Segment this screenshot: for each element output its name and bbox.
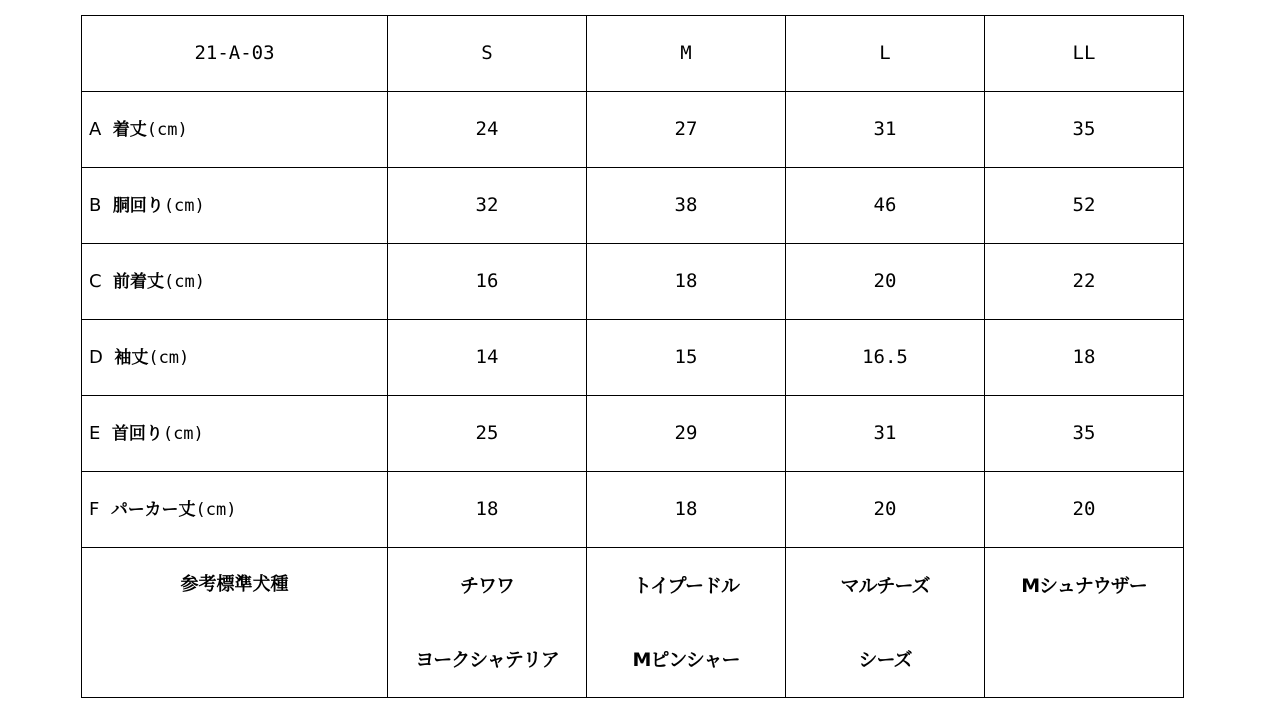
cell-value: 35 <box>985 396 1184 472</box>
size-header-m: M <box>587 16 786 92</box>
breed-cell-l <box>786 548 985 698</box>
cell-value: 38 <box>587 168 786 244</box>
breed-name: チワワ <box>459 574 514 597</box>
row-unit: (cm) <box>148 348 190 368</box>
product-code: 21-A-03 <box>82 16 388 92</box>
row-name: 首回り <box>111 424 163 444</box>
size-header-s: S <box>388 16 587 92</box>
cell-value: 22 <box>985 244 1184 320</box>
cell-value: 32 <box>388 168 587 244</box>
table-row <box>82 92 1184 168</box>
size-header-ll: LL <box>985 16 1184 92</box>
cell-value: 46 <box>786 168 985 244</box>
cell-value: 35 <box>985 92 1184 168</box>
cell-value: 18 <box>587 244 786 320</box>
cell-value: 15 <box>587 320 786 396</box>
breed-name: シーズ <box>858 648 912 671</box>
row-letter: A <box>89 119 102 140</box>
row-label <box>82 396 388 472</box>
row-label <box>82 472 388 548</box>
row-letter: C <box>89 271 102 292</box>
cell-value: 31 <box>786 92 985 168</box>
cell-value: 31 <box>786 396 985 472</box>
breed-cell-ll <box>985 548 1184 698</box>
cell-value: 52 <box>985 168 1184 244</box>
cell-value: 16.5 <box>786 320 985 396</box>
cell-value: 16 <box>388 244 587 320</box>
table-row <box>82 320 1184 396</box>
breed-name: Mシュナウザー <box>1021 574 1147 597</box>
row-letter: D <box>89 347 103 368</box>
cell-value: 14 <box>388 320 587 396</box>
row-unit: (cm) <box>195 500 237 520</box>
table-row <box>82 472 1184 548</box>
row-letter: F <box>89 499 100 520</box>
cell-value: 18 <box>587 472 786 548</box>
breed-cell-s <box>388 548 587 698</box>
table-row <box>82 244 1184 320</box>
row-letter: E <box>89 423 101 444</box>
cell-value: 29 <box>587 396 786 472</box>
row-unit: (cm) <box>164 272 205 292</box>
cell-value: 20 <box>786 244 985 320</box>
breed-name: マルチーズ <box>840 574 930 597</box>
size-chart-table <box>81 15 1184 698</box>
cell-value: 20 <box>786 472 985 548</box>
breed-name <box>985 624 1183 696</box>
size-header-l: L <box>786 16 985 92</box>
row-letter: B <box>89 195 102 216</box>
cell-value: 18 <box>985 320 1184 396</box>
row-unit: (cm) <box>162 424 204 444</box>
size-header-row <box>82 16 1184 92</box>
table-row <box>82 168 1184 244</box>
row-label <box>82 168 388 244</box>
breed-name: ヨークシャテリア <box>415 648 559 671</box>
breed-row <box>82 548 1184 698</box>
row-name: 前着丈 <box>113 272 165 292</box>
breed-name: トイプードル <box>633 574 739 597</box>
breed-header-cell <box>82 548 388 698</box>
row-label <box>82 92 388 168</box>
breed-cell-m <box>587 548 786 698</box>
cell-value: 20 <box>985 472 1184 548</box>
row-name: 胴回り <box>112 196 164 216</box>
breed-name: Mピンシャー <box>632 648 740 671</box>
row-name: パーカー丈 <box>110 500 196 520</box>
row-name: 着丈 <box>112 120 147 140</box>
cell-value: 27 <box>587 92 786 168</box>
row-label <box>82 320 388 396</box>
cell-value: 24 <box>388 92 587 168</box>
row-unit: (cm) <box>146 120 188 140</box>
table-row <box>82 396 1184 472</box>
cell-value: 25 <box>388 396 587 472</box>
cell-value: 18 <box>388 472 587 548</box>
breed-header: 参考標準犬種 <box>180 574 289 595</box>
row-name: 袖丈 <box>114 348 149 368</box>
row-label <box>82 244 388 320</box>
row-unit: (cm) <box>163 196 205 216</box>
